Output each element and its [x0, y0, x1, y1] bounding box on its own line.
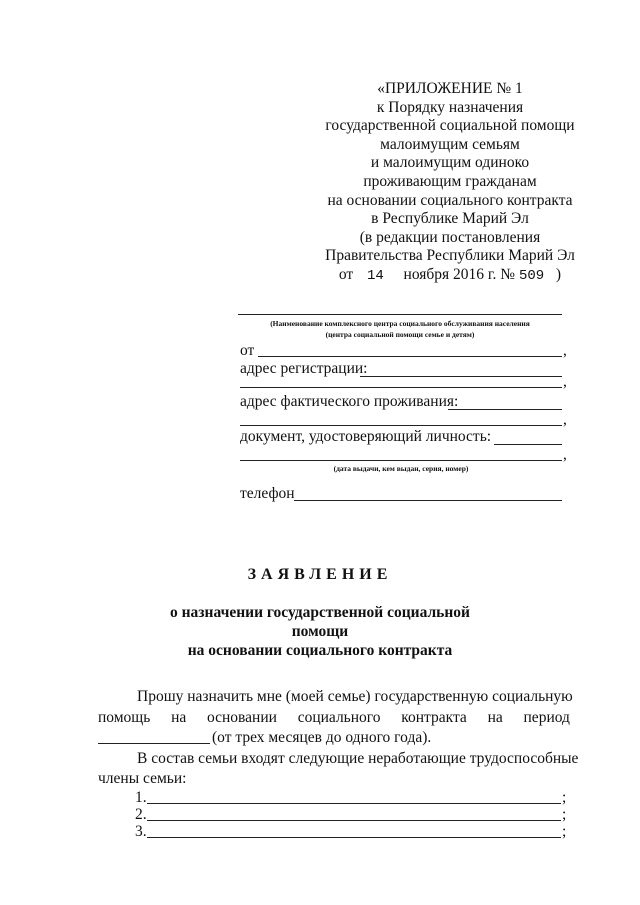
family-member-field-2[interactable]	[147, 820, 561, 821]
date-rest: ноября 2016 г. №	[403, 265, 516, 283]
comma: ,	[563, 373, 567, 390]
header-line: (в редакции постановления	[359, 228, 541, 246]
list-item-number: 1.	[135, 789, 147, 806]
header-line: к Порядку назначения	[376, 98, 524, 116]
from-field[interactable]	[258, 356, 562, 357]
period-field[interactable]	[98, 743, 210, 744]
word: на	[487, 709, 503, 726]
id-document-field[interactable]	[494, 444, 562, 445]
word: на	[171, 709, 187, 726]
date-close: )	[555, 265, 562, 283]
id-document-caption: (дата выдачи, кем выдан, серия, номер)	[333, 464, 469, 473]
list-item-number: 3.	[135, 823, 147, 840]
id-document-label: документ, удостоверяющий личность:	[240, 428, 492, 445]
subtitle-line: на основании социального контракта	[187, 642, 453, 659]
header-date-line	[300, 266, 600, 286]
header-line: и малоимущим одиноко	[370, 154, 530, 172]
subtitle-line: о назначении государственной социальной помощи	[170, 604, 470, 640]
word: социального	[297, 709, 381, 726]
period-note: (от трех месяцев до одного года).	[212, 729, 432, 746]
list-item-number: 2.	[135, 806, 147, 823]
list-item-semicolon: ;	[562, 806, 567, 823]
family-member-field-3[interactable]	[147, 837, 561, 838]
family-member-field-1[interactable]	[147, 803, 561, 804]
list-item-semicolon: ;	[562, 789, 567, 806]
header-line: государственной социальной помощи	[325, 117, 575, 135]
header-line: Правительства Республики Марий Эл	[325, 247, 575, 265]
doc-number: 509	[518, 267, 545, 284]
org-caption-sub: (центра социальной помощи семье и детям)	[325, 330, 475, 339]
comma: ,	[563, 342, 567, 359]
header-line: проживающим гражданам	[363, 172, 537, 190]
phone-label: телефон	[240, 485, 295, 502]
header-line: малоимущим семьям	[380, 135, 520, 153]
id-document-field-2[interactable]	[240, 460, 562, 461]
header-line: на основании социального контракта	[327, 191, 573, 209]
request-paragraph: Прошу назначить мне (моей семье) государственную социальную	[137, 688, 573, 705]
word: контракта	[401, 709, 467, 726]
actual-address-field[interactable]	[448, 409, 562, 410]
org-name-field[interactable]	[238, 314, 562, 315]
appendix-header	[300, 80, 600, 286]
family-paragraph-line2: члены семьи:	[98, 770, 187, 787]
reg-address-label: адрес регистрации:	[240, 360, 368, 377]
word: основании	[207, 709, 277, 726]
date-day: 14	[366, 267, 384, 284]
actual-address-label: адрес фактического проживания:	[240, 393, 459, 410]
phone-field[interactable]	[294, 500, 562, 501]
header-line: в Республике Марий Эл	[371, 210, 529, 228]
actual-address-field-2[interactable]	[240, 425, 562, 426]
date-prefix: от	[338, 265, 354, 283]
comma: ,	[563, 411, 567, 428]
org-caption: (Наименование комплексного центра социального обслуживания населения	[270, 319, 530, 328]
document-title: ЗАЯВЛЕНИЕ	[247, 566, 393, 583]
reg-address-field-2[interactable]	[240, 387, 562, 388]
word: период	[523, 709, 570, 726]
header-line: «ПРИЛОЖЕНИЕ № 1	[377, 80, 523, 97]
request-justified-line	[98, 709, 570, 727]
family-paragraph: В состав семьи входят следующие неработающие трудоспособные	[137, 750, 579, 767]
reg-address-field[interactable]	[360, 376, 562, 377]
from-label: от	[240, 342, 255, 359]
comma: ,	[563, 446, 567, 463]
list-item-semicolon: ;	[562, 823, 567, 840]
document-subtitle	[140, 603, 500, 660]
word: помощь	[98, 709, 151, 726]
